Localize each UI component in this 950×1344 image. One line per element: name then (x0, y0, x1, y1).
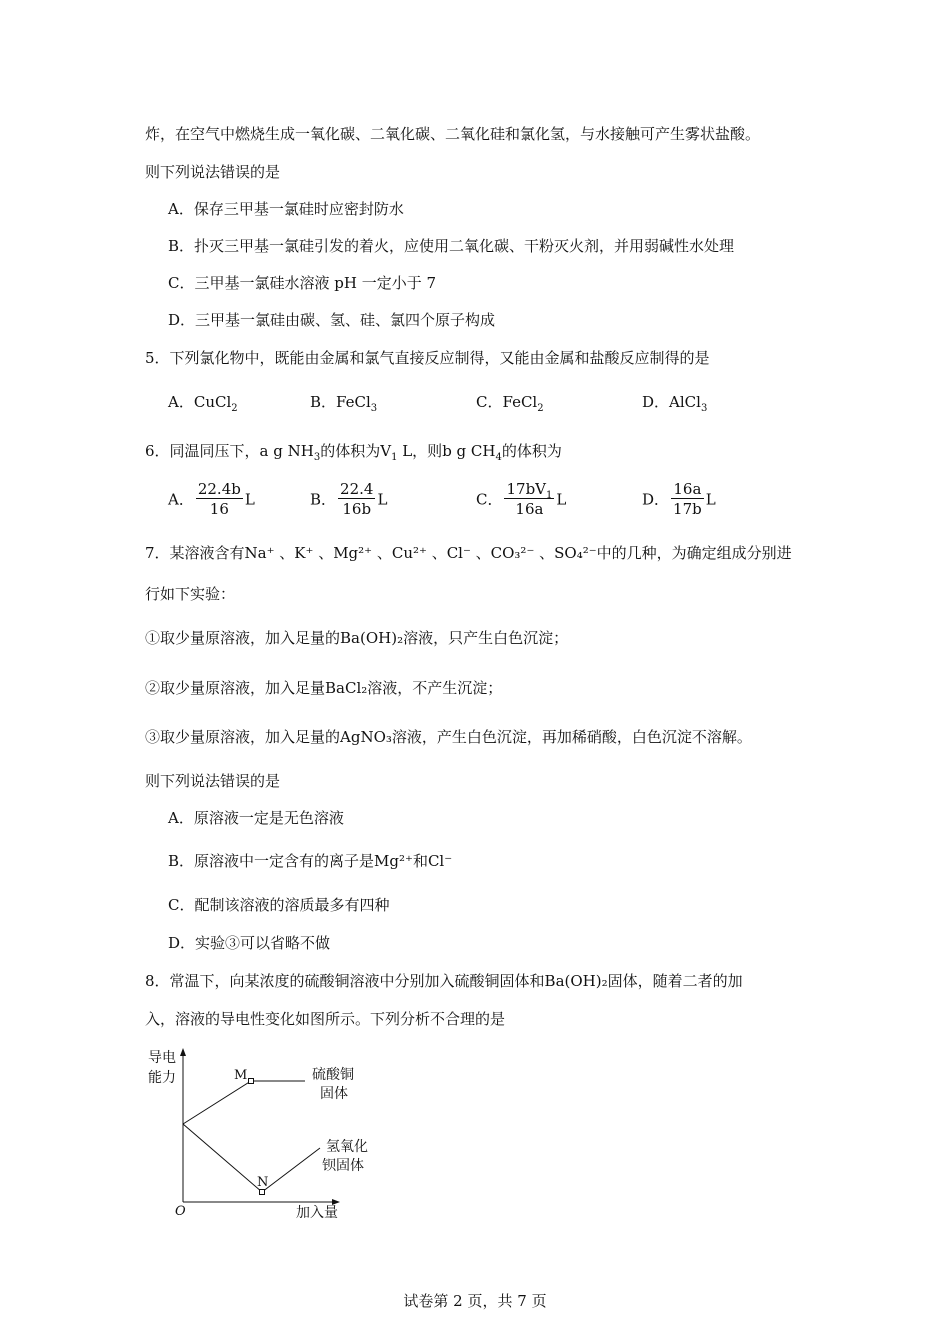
page-footer: 试卷第 2 页，共 7 页 (403, 1292, 547, 1310)
origin-label: O (175, 1204, 186, 1219)
q7-option-d: D．实验③可以省略不做 (168, 934, 331, 952)
q4-intro-line1: 炸，在空气中燃烧生成一氧化碳、二氧化碳、二氧化硅和氯化氢，与水接触可产生雾状盐酸。 (145, 125, 761, 143)
ion-list: Na⁺ 、K⁺ 、Mg²⁺ 、Cu²⁺ 、Cl⁻ 、CO₃²⁻ 、SO₄²⁻ (244, 544, 597, 562)
fraction: $\frac{22.4b}{16}$ (197, 480, 241, 518)
q5-option-d: D．AlCl$_3$ (642, 393, 708, 414)
q6-option-d: D． $\frac{16a}{17b}$ L (642, 480, 716, 518)
barium-hydroxide-label-line1: 氢氧化 (326, 1139, 368, 1155)
q5-stem: 5．下列氯化物中，既能由金属和氯气直接反应制得，又能由金属和盐酸反应制得的是 (145, 349, 710, 367)
point-n-marker (260, 1190, 265, 1195)
q4-option-a: A．保存三甲基一氯硅时应密封防水 (168, 200, 404, 218)
point-m-marker (249, 1079, 254, 1084)
q7-option-b: B．原溶液中一定含有的离子是Mg²⁺和Cl⁻ (168, 852, 453, 870)
y-axis-label-line2: 能力 (148, 1070, 176, 1086)
barium-hydroxide-curve (183, 1124, 320, 1192)
q6-option-b: B． $\frac{22.4}{16b}$ L (310, 480, 388, 518)
q6-stem: 6．同温同压下，a g $NH_3$的体积为$V_1$ L，则b g $CH_4$的体积为 (145, 442, 562, 463)
q7-question-prompt: 则下列说法错误的是 (145, 772, 281, 790)
q7-experiment-2: ②取少量原溶液，加入足量BaCl₂溶液，不产生沉淀； (145, 679, 503, 697)
q5-option-b: B．FeCl$_3$ (310, 393, 378, 414)
y-axis-arrow (180, 1048, 186, 1056)
q7-option-a: A．原溶液一定是无色溶液 (168, 809, 344, 827)
q4-question-prompt: 则下列说法错误的是 (145, 163, 281, 181)
fraction: $\frac{16a}{17b}$ (673, 480, 702, 518)
q7-stem: 7．某溶液含有Na⁺ 、K⁺ 、Mg²⁺ 、Cu²⁺ 、Cl⁻ 、CO₃²⁻ 、SO₄²⁻中的几种，为确定组成分别进 (145, 544, 792, 562)
y-axis-label-line1: 导电 (148, 1050, 176, 1066)
copper-sulfate-label-line2: 固体 (320, 1086, 348, 1102)
fraction: $\frac{22.4}{16b}$ (340, 480, 374, 518)
q4-option-c: C．三甲基一氯硅水溶液 pH 一定小于 7 (168, 274, 437, 292)
copper-sulfate-label-line1: 硫酸铜 (312, 1067, 354, 1083)
q7-stem-line2: 行如下实验： (145, 585, 236, 603)
q7-experiment-3: ③取少量原溶液，加入足量的AgNO₃溶液，产生白色沉淀，再加稀硝酸，白色沉淀不溶解。 (145, 728, 752, 746)
q8-stem: 8．常温下，向某浓度的硫酸铜溶液中分别加入硫酸铜固体和Ba(OH)₂固体，随着二者的加 (145, 972, 743, 990)
q6-option-a: A． $\frac{22.4b}{16}$ L (168, 480, 255, 518)
q5-option-a: A．CuCl$_2$ (168, 393, 238, 414)
point-m-label: M (234, 1068, 248, 1083)
copper-sulfate-curve (183, 1081, 305, 1124)
q6-option-c: C． $\frac{17bV_1}{16a}$ L (476, 480, 567, 518)
q4-option-b: B．扑灭三甲基一氯硅引发的着火，应使用二氧化碳、干粉灭火剂，并用弱碱性水处理 (168, 237, 735, 255)
conductivity-figure (140, 1040, 400, 1230)
fraction: $\frac{17bV_1}{16a}$ (506, 480, 553, 518)
q7-experiment-1: ①取少量原溶液，加入足量的Ba(OH)₂溶液，只产生白色沉淀； (145, 629, 569, 647)
q5-option-c: C．FeCl$_2$ (476, 393, 544, 414)
q4-option-d: D．三甲基一氯硅由碳、氢、硅、氯四个原子构成 (168, 311, 496, 329)
x-axis-label: 加入量 (296, 1205, 338, 1221)
q7-option-c: C．配制该溶液的溶质最多有四种 (168, 896, 390, 914)
barium-hydroxide-label-line2: 钡固体 (322, 1158, 364, 1174)
point-n-label: N (257, 1175, 269, 1190)
q8-stem-line2: 入，溶液的导电性变化如图所示。下列分析不合理的是 (145, 1010, 506, 1028)
